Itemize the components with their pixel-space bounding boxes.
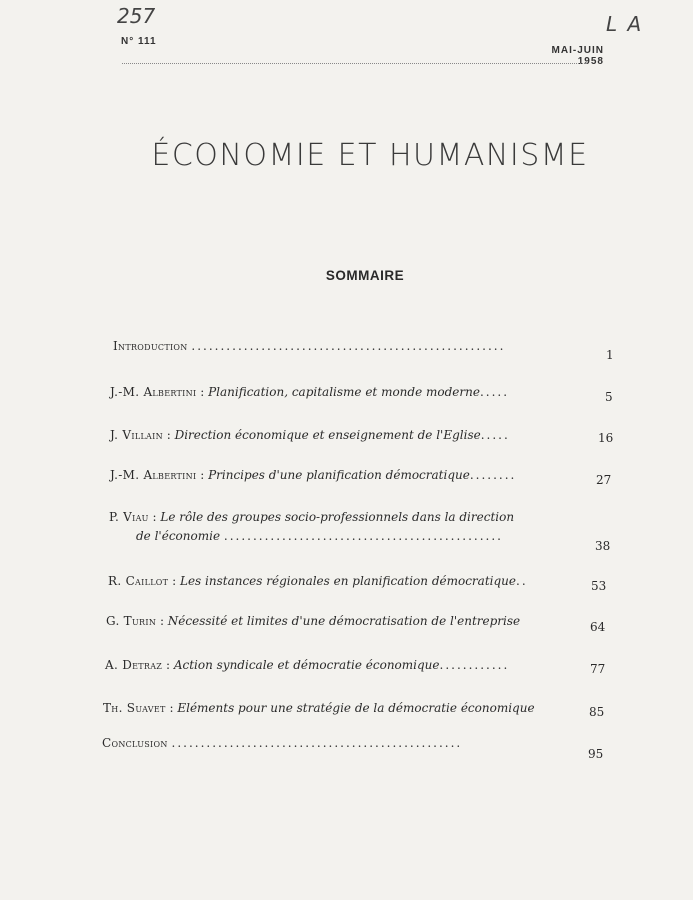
toc-page-number: 53: [591, 579, 607, 593]
toc-title: Action syndicale et démocratie économique: [173, 658, 440, 672]
toc-author: G. Turin: [106, 614, 157, 628]
journal-title: ÉCONOMIE ET HUMANISME: [151, 138, 589, 173]
toc-leader: ..................................................: [171, 736, 463, 750]
toc-page-number: 27: [596, 473, 612, 487]
toc-page-number: 1: [606, 348, 614, 362]
toc-separator: :: [165, 701, 178, 715]
toc-separator: :: [196, 385, 209, 399]
issue-date: MAI-JUIN 1958: [551, 45, 604, 67]
toc-separator: :: [162, 658, 174, 672]
toc-page-number: 5: [605, 390, 613, 404]
toc-title: Le rôle des groupes socio-professionnels dans la direction: [160, 510, 515, 524]
toc-author: J.-M. Albertini: [110, 468, 197, 482]
toc-page-number: 85: [589, 705, 605, 719]
toc-leader: ........: [469, 468, 517, 482]
toc-title: Nécessité et limites d'une démocratisation de l'entreprise: [167, 614, 521, 628]
handwritten-note-left: 257: [117, 4, 156, 28]
issue-number: N° 111: [121, 36, 157, 47]
toc-page-number: 95: [588, 747, 604, 761]
toc-title: Principes d'une planification démocratique: [208, 468, 470, 482]
toc-leader: .....: [480, 428, 510, 442]
toc-title: Les instances régionales en planification démocratique: [179, 574, 516, 588]
handwritten-note-right: L A: [606, 12, 644, 36]
header-rule: [122, 63, 587, 64]
toc-separator: :: [156, 614, 168, 628]
toc-title-continuation: de l'économie: [136, 529, 221, 543]
toc-title: Direction économique et enseignement de l'Eglise: [174, 428, 481, 442]
toc-title: Eléments pour une stratégie de la démocratie économique: [177, 701, 535, 715]
toc-page-number: 38: [595, 539, 611, 553]
toc-author: J. Villain: [110, 428, 163, 442]
toc-author: P. Viau: [109, 510, 149, 524]
toc-author: A. Detraz: [105, 658, 163, 672]
toc-author: Th. Suavet: [103, 701, 166, 715]
toc-page-number: 16: [598, 431, 614, 445]
toc-author: J.-M. Albertini: [110, 385, 197, 399]
toc-page-number: 64: [590, 620, 606, 634]
sommaire-heading: SOMMAIRE: [325, 268, 405, 283]
toc-author: Conclusion: [102, 736, 168, 750]
toc-separator: :: [162, 428, 175, 442]
toc-leader: .....: [479, 385, 510, 399]
toc-author: R. Caillot: [108, 574, 169, 588]
toc-title: Planification, capitalisme et monde moderne: [208, 385, 480, 399]
toc-separator: :: [168, 574, 180, 588]
toc-separator: :: [148, 510, 161, 524]
toc-separator: :: [196, 468, 209, 482]
toc-leader: ..: [516, 574, 528, 588]
toc-author: Introduction: [113, 339, 188, 353]
toc-leader: ................................................: [223, 529, 503, 543]
toc-leader: ......................................................: [191, 339, 506, 353]
toc-page-number: 77: [590, 662, 606, 676]
toc-leader: ............: [439, 658, 510, 672]
